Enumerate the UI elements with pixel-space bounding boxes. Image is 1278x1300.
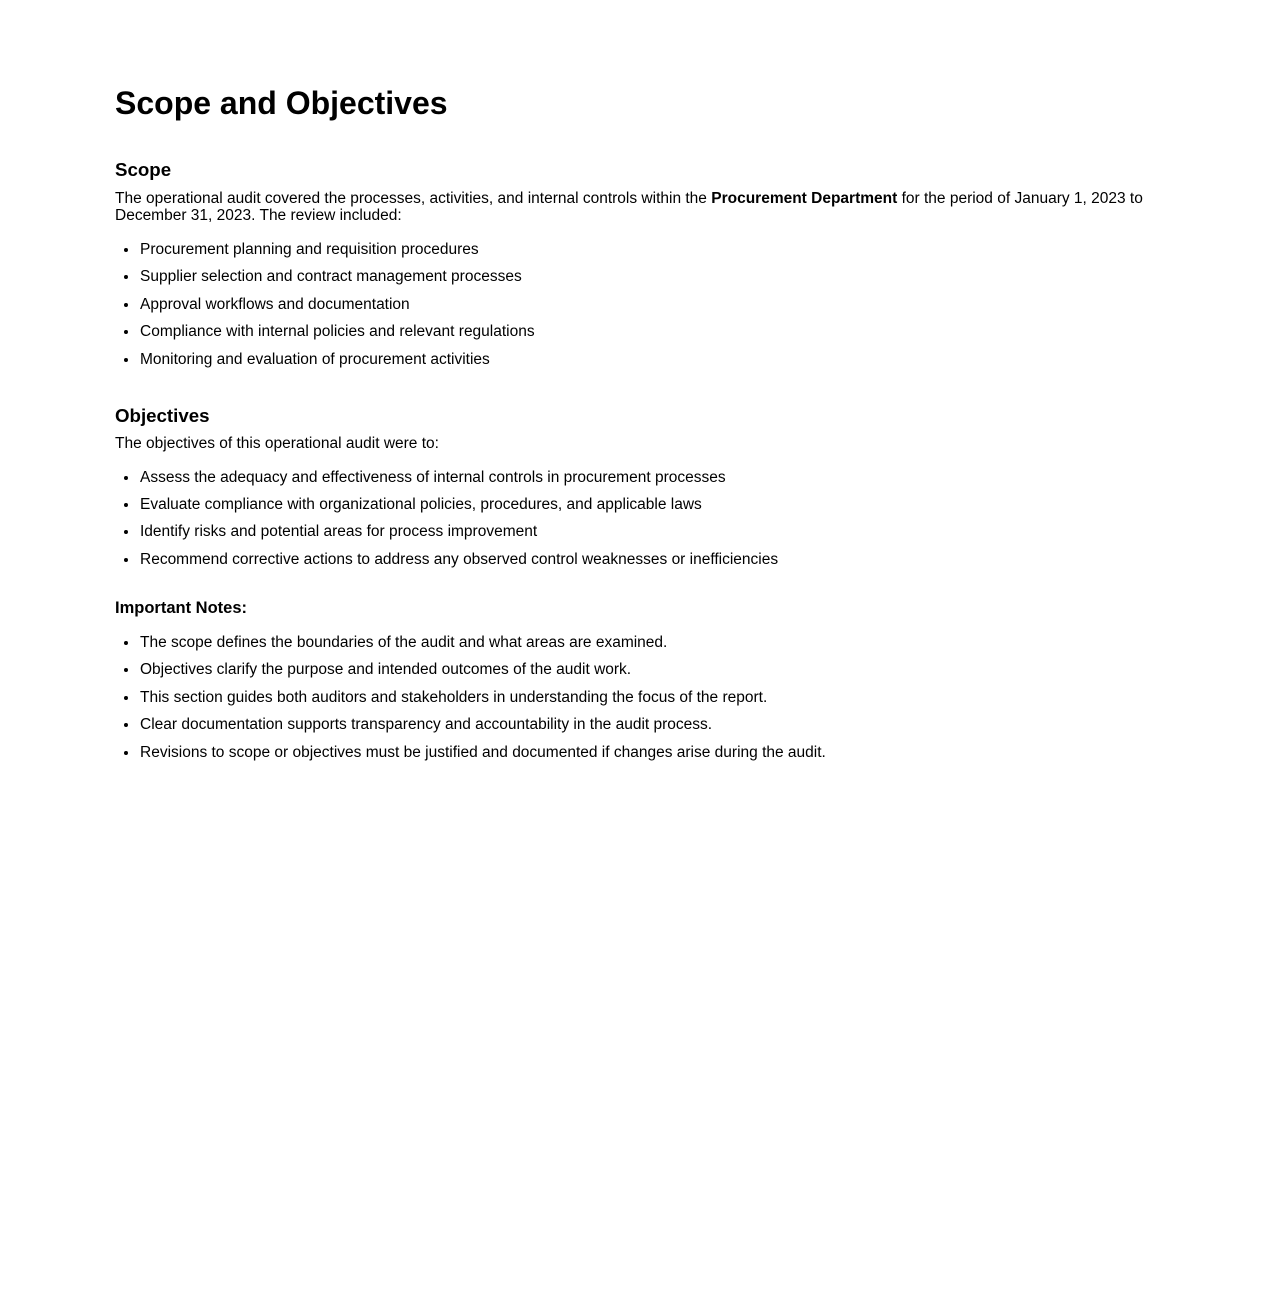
objectives-heading: Objectives bbox=[115, 404, 210, 426]
objectives-list-item: • Identify risks and potential areas for process improvement bbox=[139, 523, 1160, 541]
scope-list-item: • Procurement planning and requisition procedures bbox=[139, 241, 1160, 259]
scope-list-item: • Compliance with internal policies and relevant regulations bbox=[139, 323, 1160, 341]
important-notes-list-item: • Clear documentation supports transparency and accountability in the audit process. bbox=[139, 716, 1160, 734]
important-notes-list-item: • This section guides both auditors and stakeholders in understanding the focus of the report. bbox=[139, 689, 1160, 707]
scope-intro-after: for the period of January 1, 2023 to December 31, 2023. The review included: bbox=[115, 189, 1143, 225]
scope-list-item: • Monitoring and evaluation of procurement activities bbox=[139, 351, 1160, 369]
objectives-list-item: • Evaluate compliance with organizational policies, procedures, and applicable laws bbox=[139, 496, 1160, 514]
objectives-list-item: • Recommend corrective actions to address any observed control weaknesses or inefficiencies bbox=[139, 551, 1160, 569]
important-notes-list-item: • Objectives clarify the purpose and intended outcomes of the audit work. bbox=[139, 661, 1160, 679]
important-notes-list-item: • Revisions to scope or objectives must be justified and documented if changes arise during the audit. bbox=[139, 744, 1160, 762]
scope-intro-paragraph bbox=[115, 190, 1160, 225]
objectives-list bbox=[115, 469, 1160, 569]
scope-list-item: • Approval workflows and documentation bbox=[139, 296, 1160, 314]
scope-heading: Scope bbox=[115, 159, 172, 181]
scope-intro-bold-department: Procurement Department bbox=[711, 189, 898, 207]
scope-list bbox=[115, 241, 1160, 369]
important-notes-heading: Important Notes: bbox=[115, 598, 247, 617]
objectives-list-item: • Assess the adequacy and effectiveness of internal controls in procurement processes bbox=[139, 469, 1160, 487]
page-title: Scope and Objectives bbox=[115, 85, 448, 121]
scope-intro-before: The operational audit covered the processes, activities, and internal controls within the bbox=[115, 189, 712, 207]
scope-list-item: • Supplier selection and contract management processes bbox=[139, 268, 1160, 286]
objectives-intro-paragraph: The objectives of this operational audit were to: bbox=[115, 435, 439, 453]
important-notes-list bbox=[115, 634, 1160, 762]
important-notes-list-item: • The scope defines the boundaries of the audit and what areas are examined. bbox=[139, 634, 1160, 652]
